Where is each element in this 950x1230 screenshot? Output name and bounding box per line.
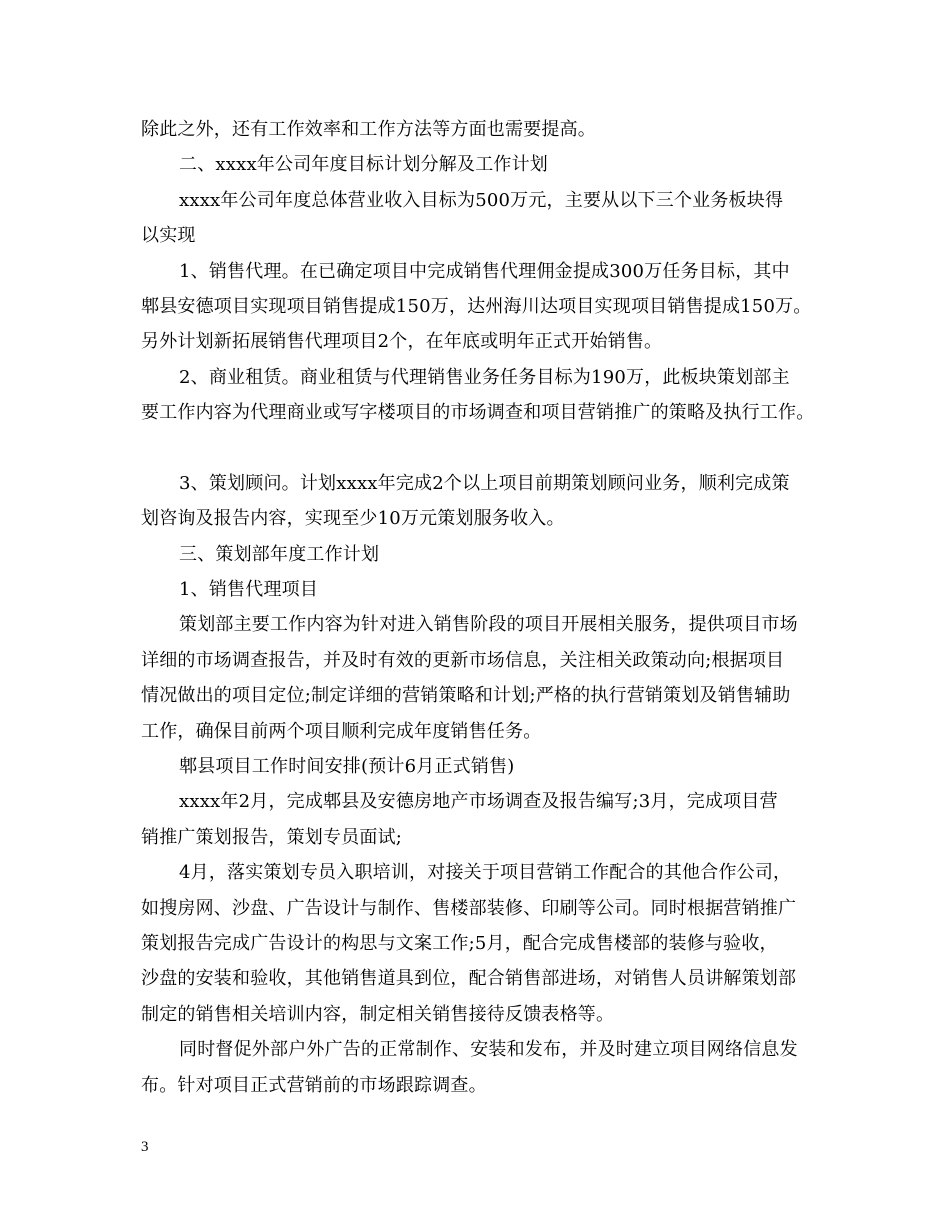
paragraph-line: 沙盘的安装和验收，其他销售道具到位，配合销售部进场，对销售人员讲解策划部 xyxy=(141,968,797,990)
paragraph-line: xxxx年公司年度总体营业收入目标为500万元，主要从以下三个业务板块得 xyxy=(179,189,784,211)
paragraph-line: 销推广策划报告，策划专员面试; xyxy=(141,826,403,848)
subsection-heading: 1、销售代理项目 xyxy=(179,579,319,601)
paragraph-line: 1、销售代理。在已确定项目中完成销售代理佣金提成300万任务目标，其中 xyxy=(179,260,790,282)
paragraph-line: 2、商业租赁。商业租赁与代理销售业务任务目标为190万，此板块策划部主 xyxy=(179,366,790,388)
paragraph-line: 同时督促外部户外广告的正常制作、安装和发布，并及时建立项目网络信息发 xyxy=(179,1039,798,1061)
paragraph-gap xyxy=(141,431,833,466)
paragraph-line: 情况做出的项目定位;制定详细的营销策略和计划;严格的执行营销策划及销售辅助 xyxy=(141,685,791,707)
paragraph-line: 详细的市场调查报告，并及时有效的更新市场信息，关注相关政策动向;根据项目 xyxy=(141,649,785,671)
paragraph-line: 划咨询及报告内容，实现至少10万元策划服务收入。 xyxy=(141,508,565,530)
paragraph-line: 策划报告完成广告设计的构思与文案工作;5月，配合完成售楼部的装修与验收， xyxy=(141,932,778,954)
paragraph-line: 除此之外，还有工作效率和工作方法等方面也需要提高。 xyxy=(141,119,596,140)
paragraph-line: 工作，确保目前两个项目顺利完成年度销售任务。 xyxy=(141,720,542,742)
paragraph-line: 郫县安德项目实现项目销售提成150万，达州海川达项目实现项目销售提成150万。 xyxy=(141,295,812,317)
document-body xyxy=(141,112,833,1103)
paragraph-line: 以实现 xyxy=(141,225,196,247)
paragraph-line: 另外计划新拓展销售代理项目2个，在年底或明年正式开始销售。 xyxy=(141,331,663,353)
section-heading: 三、策划部年度工作计划 xyxy=(179,543,380,565)
paragraph-line: 布。针对项目正式营销前的市场跟踪调查。 xyxy=(141,1074,487,1096)
paragraph-line: 4月，落实策划专员入职培训，对接关于项目营销工作配合的其他合作公司， xyxy=(179,862,792,884)
paragraph-line: 郫县项目工作时间安排(预计6月正式销售) xyxy=(179,756,515,778)
page-number: 3 xyxy=(141,1139,149,1155)
paragraph-line: 如搜房网、沙盘、广告设计与制作、售楼部装修、印刷等公司。同时根据营销推广 xyxy=(141,897,797,919)
paragraph-line: 要工作内容为代理商业或写字楼项目的市场调查和项目营销推广的策略及执行工作。 xyxy=(141,402,815,424)
paragraph-line: 制定的销售相关培训内容，制定相关销售接待反馈表格等。 xyxy=(141,1003,615,1025)
paragraph-line: 3、策划顾问。计划xxxx年完成2个以上项目前期策划顾问业务，顺利完成策 xyxy=(179,472,790,494)
paragraph-line: xxxx年2月，完成郫县及安德房地产市场调查及报告编写;3月，完成项目营 xyxy=(179,791,778,813)
section-heading: 二、xxxx年公司年度目标计划分解及工作计划 xyxy=(179,154,549,176)
paragraph-line: 策划部主要工作内容为针对进入销售阶段的项目开展相关服务，提供项目市场 xyxy=(179,614,798,636)
